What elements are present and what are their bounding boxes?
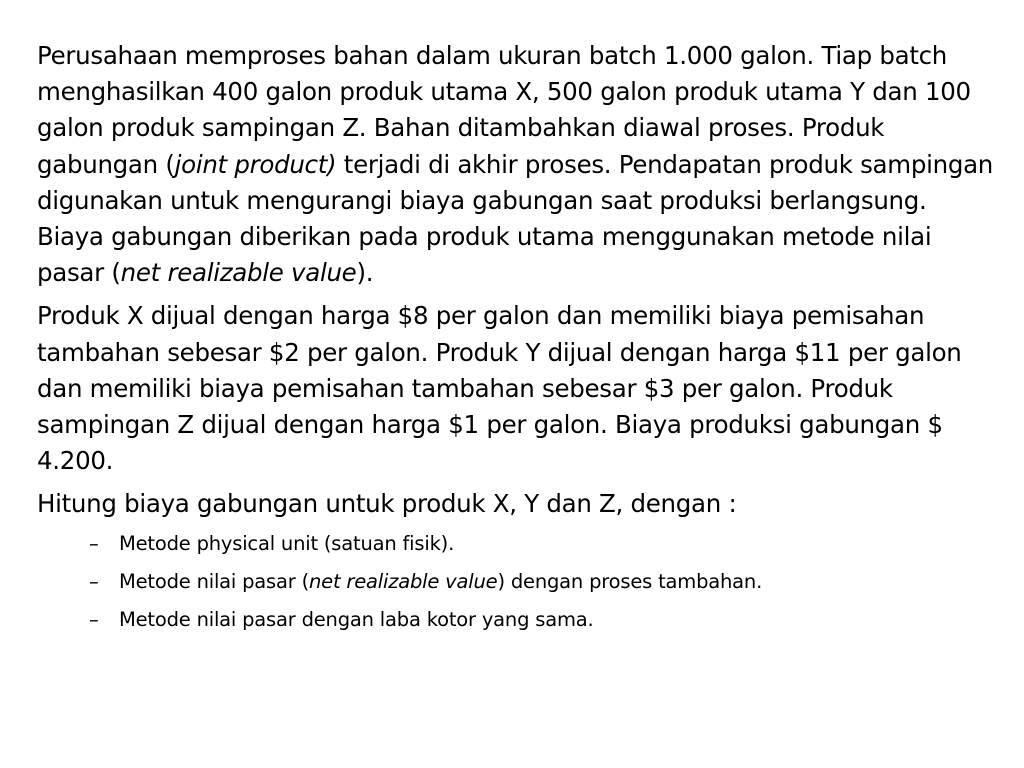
method-3-label: Metode nilai pasar dengan laba kotor yang sama. [119, 607, 594, 631]
dash-bullet-icon: – [89, 607, 99, 631]
product-prices-paragraph: Produk X dijual dengan harga $8 per galon dan memiliki biaya pemisahan tambahan sebesar $2 per galon. Produk Y dijual dengan harga $11 per galon dan memiliki biaya pemisahan tambahan sebesar $3 per galon. Produk sampingan Z dijual dengan harga $1 per galon. Biaya produksi gabungan $ 4.200. [37, 301, 962, 476]
methods-list [37, 530, 997, 634]
method-item-physical-unit [89, 530, 997, 558]
method-item-net-realizable-value [89, 568, 997, 596]
dash-bullet-icon: – [89, 531, 99, 555]
method-2-label-b: ) dengan proses tambahan. [497, 569, 763, 593]
slide-content [37, 38, 997, 644]
paragraph-1-text-b: terjadi di akhir proses. Pendapatan produk sampingan digunakan untuk mengurangi biaya gabungan saat produksi berlangsung. Biaya gabungan diberikan pada produk utama menggunakan metode nilai pasar ( [37, 149, 994, 288]
method-2-label-a: Metode nilai pasar ( [119, 569, 309, 593]
paragraph-1-italic-joint-product: joint product) [174, 149, 337, 179]
method-1-label: Metode physical unit (satuan fisik). [119, 531, 455, 555]
problem-description-paragraph [37, 38, 997, 291]
method-item-equal-gross-margin [89, 606, 997, 634]
method-2-label-italic: net realizable value [309, 569, 498, 593]
paragraph-1-italic-net-realizable-value: net realizable value [120, 258, 357, 288]
paragraph-1-text-a: Perusahaan memproses bahan dalam ukuran batch 1.000 galon. Tiap batch menghasilkan 400 galon produk utama X, 500 galon produk utama Y dan 100 galon produk sampingan Z. Bahan ditambahkan diawal proses. Produk gabungan ( [37, 41, 971, 179]
paragraph-1-text-c: ). [356, 258, 374, 288]
question-paragraph: Hitung biaya gabungan untuk produk X, Y dan Z, dengan : [37, 489, 737, 519]
dash-bullet-icon: – [89, 569, 99, 593]
